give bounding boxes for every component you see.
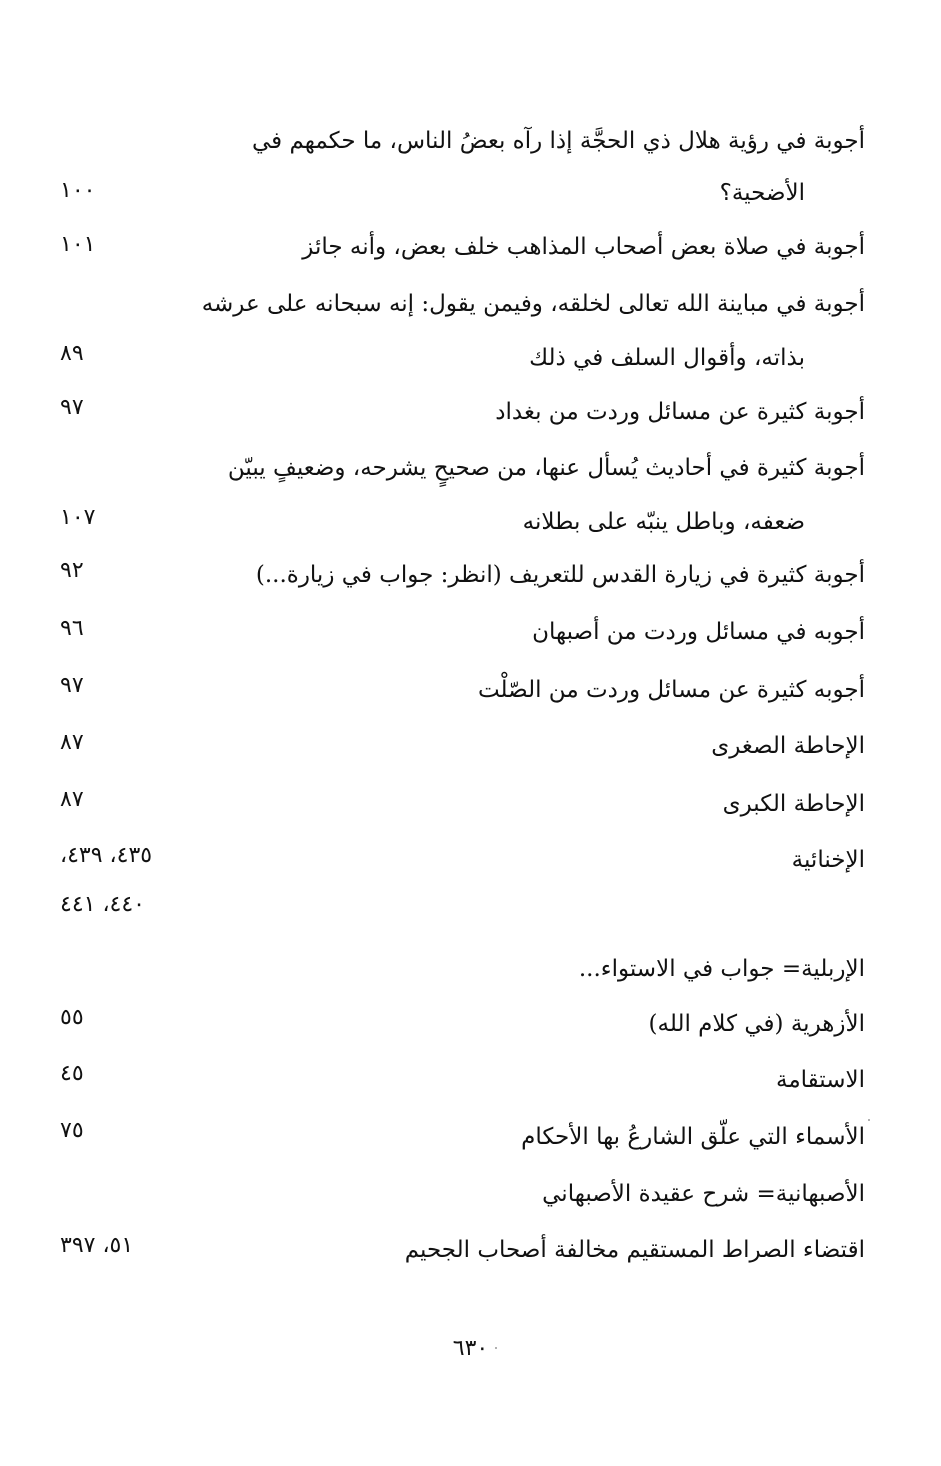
page-number: ٦٣٠ xyxy=(452,1336,489,1361)
scan-speck xyxy=(868,1119,870,1121)
entry-title-line: الإحاطة الصغرى xyxy=(711,733,865,759)
entry-title-line: اقتضاء الصراط المستقيم مخالفة أصحاب الجحيم xyxy=(404,1237,865,1263)
entry-title-line: أجوبة كثيرة عن مسائل وردت من بغداد xyxy=(495,399,865,425)
entry-page-refs: ٩٧ xyxy=(60,395,84,420)
entry-page-refs: ٩٦ xyxy=(60,616,84,641)
entry-title-line: أجوبة في صلاة بعض أصحاب المذاهب خلف بعض، وأنه جائز xyxy=(302,234,865,260)
entry-title-line: الاستقامة xyxy=(775,1067,865,1093)
entry-title-line: أجوبة في مباينة الله تعالى لخلقه، وفيمن يقول: إنه سبحانه على عرشه xyxy=(201,291,865,317)
entry-page-refs: ٥١، ٣٩٧ xyxy=(60,1233,134,1258)
entry-page-refs: ٨٧ xyxy=(60,730,84,755)
entry-title-line: الإربلية= جواب في الاستواء... xyxy=(578,956,865,982)
entry-title-line: أجوبة كثيرة في زيارة القدس للتعريف (انظر: جواب في زيارة...) xyxy=(255,562,865,588)
entry-title-line: أجوبة كثيرة في أحاديث يُسأل عنها، من صحيحٍ يشرحه، وضعيفٍ يبيّن xyxy=(227,455,865,481)
entry-page-refs: ١٠١ xyxy=(60,232,96,257)
entry-page-refs-continuation: ٤٤٠، ٤٤١ xyxy=(60,892,145,917)
entry-page-refs: ٨٧ xyxy=(60,787,84,812)
entry-title-continuation: بذاته، وأقوال السلف في ذلك xyxy=(529,345,805,371)
entry-page-refs: ٩٢ xyxy=(60,558,84,583)
entry-title-line: الأسماء التي علّق الشارعُ بها الأحكام xyxy=(521,1124,865,1150)
entry-title-continuation: ضعفه، وباطل ينبّه على بطلانه xyxy=(522,509,805,535)
entry-title-line: أجوبه كثيرة عن مسائل وردت من الصّلْت xyxy=(477,677,865,703)
entry-title-continuation: الأضحية؟ xyxy=(719,180,805,206)
entry-page-refs: ١٠٠ xyxy=(60,178,96,203)
entry-title-line: أجوبة في رؤية هلال ذي الحجَّة إذا رآه بعضُ الناس، ما حكمهم في xyxy=(251,128,865,154)
entry-page-refs: ٩٧ xyxy=(60,673,84,698)
entry-page-refs: ٤٥ xyxy=(60,1061,84,1086)
entry-title-line: الأصبهانية= شرح عقيدة الأصبهاني xyxy=(542,1181,865,1207)
entry-title-line: الأزهرية (في كلام الله) xyxy=(648,1011,865,1037)
entry-page-refs: ٧٥ xyxy=(60,1118,84,1143)
entry-title-line: أجوبه في مسائل وردت من أصبهان xyxy=(532,619,865,645)
entry-page-refs: ٨٩ xyxy=(60,341,84,366)
entry-page-refs: ٤٣٥، ٤٣٩، xyxy=(60,843,153,868)
entry-page-refs: ١٠٧ xyxy=(60,505,96,530)
entry-title-line: الإخنائية xyxy=(791,847,865,873)
entry-title-line: الإحاطة الكبرى xyxy=(722,791,865,817)
entry-page-refs: ٥٥ xyxy=(60,1005,84,1030)
scan-speck xyxy=(495,1347,497,1349)
